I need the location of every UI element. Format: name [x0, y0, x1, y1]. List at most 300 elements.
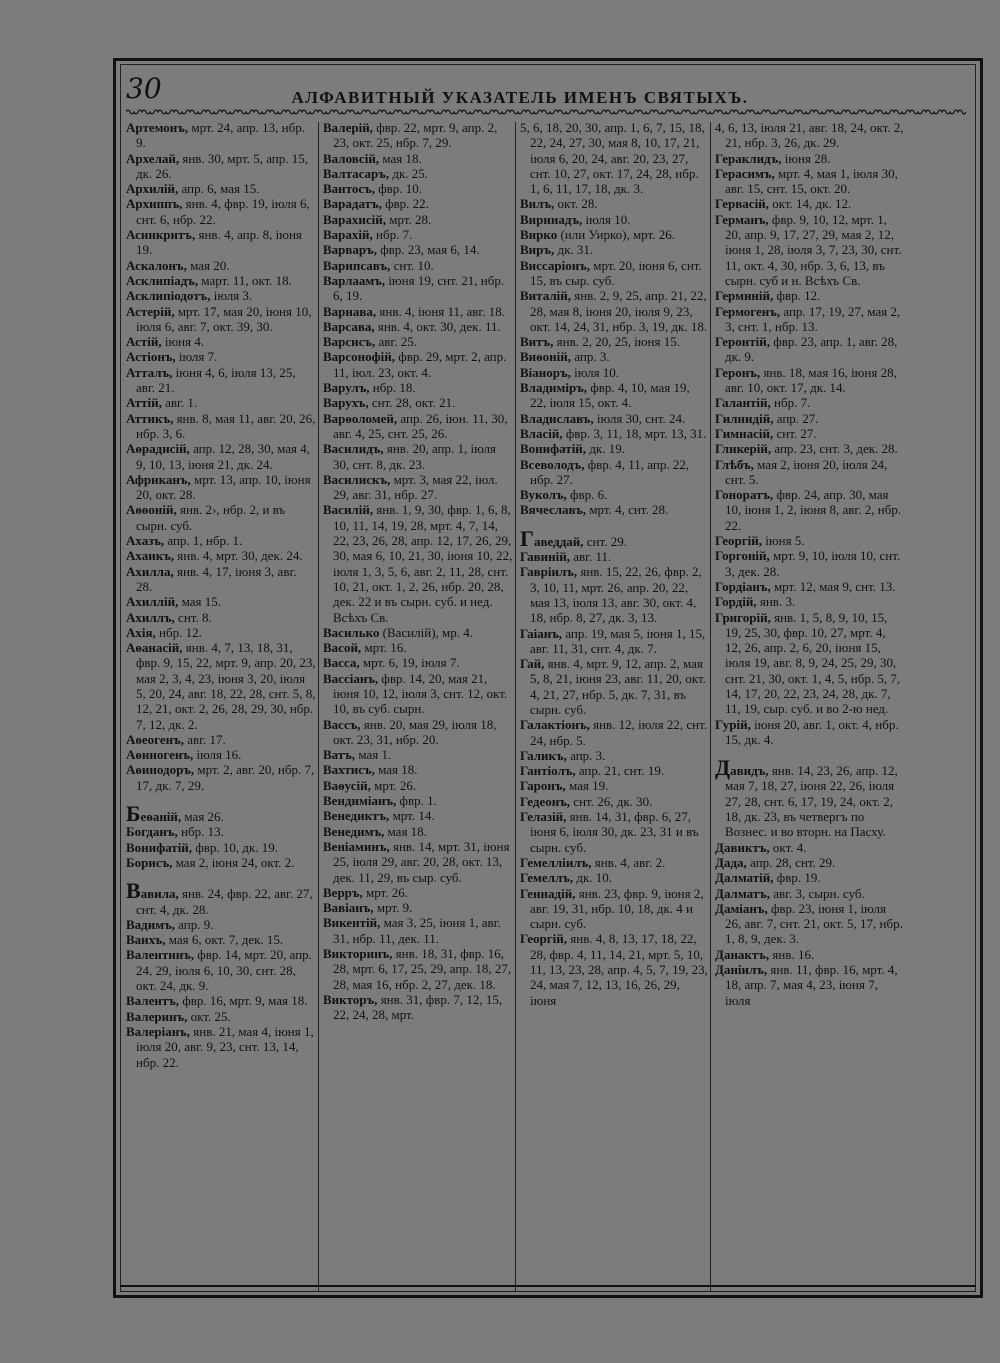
saint-name: Ахія, — [126, 624, 156, 640]
feast-dates: нбр. 12. — [155, 624, 202, 640]
feast-dates: янв. 16. — [769, 946, 815, 962]
index-entry — [319, 808, 515, 823]
saint-name: Ахилла, — [126, 563, 174, 579]
index-entry — [319, 349, 515, 380]
saint-name: Аѳанасій, — [126, 640, 183, 656]
saint-name: Гервасій, — [715, 196, 769, 212]
feast-dates: окт. 25. — [187, 1008, 231, 1024]
saint-name: Галантій, — [715, 395, 771, 411]
saint-name: Галактіонъ, — [520, 717, 590, 733]
saint-name: Данактъ, — [715, 946, 770, 962]
index-entry — [516, 748, 710, 763]
saint-name: Вантосъ, — [323, 181, 375, 197]
feast-dates: іюня 4. — [161, 334, 205, 350]
feast-dates: янв. 18, мая 16, іюня 28, авг. 10, окт. 17, дк. 14. — [725, 364, 897, 396]
saint-name: Вассъ, — [323, 716, 361, 732]
index-entry — [122, 732, 318, 747]
page-number: 30 — [126, 72, 162, 105]
feast-dates: фвр. 9, 10, 12, мрт. 1, 20, апр. 9, 17, 27, 29, мая 2, 12, іюня 1, 28, іюля 3, 7, 23, 30, снт. 11, окт. 4, 30, нбр. 3, 6, 13, въ сырн. суб и н. Всѣхъ Св. — [725, 211, 902, 288]
index-entry — [122, 365, 318, 396]
feast-dates: окт. 28. — [554, 196, 598, 212]
section-initial: В — [126, 878, 141, 904]
feast-dates: мая 18. — [374, 762, 418, 778]
feast-dates: мрт. 12, мая 9, снт. 13. — [770, 578, 896, 594]
index-column-3 — [516, 120, 710, 1295]
index-entry — [516, 196, 710, 211]
feast-dates: фвр. 1. — [396, 793, 437, 809]
saint-name: Ватъ, — [323, 747, 356, 763]
feast-dates: мрт. 2, авг. 20, нбр. 7, 17, дк. 7, 29. — [136, 762, 315, 793]
feast-dates: апр. 6, мая 15. — [178, 181, 260, 197]
index-entry — [122, 564, 318, 595]
saint-name: Аѳинодоръ, — [126, 762, 195, 778]
index-entry — [122, 441, 318, 472]
saint-name: Герминій, — [715, 288, 774, 304]
index-entry — [122, 947, 318, 993]
index-entry — [319, 625, 515, 640]
saint-name: Верръ, — [323, 884, 363, 900]
feast-dates: мая 26. — [181, 809, 224, 825]
saint-name: Гедеонъ, — [520, 793, 571, 809]
saint-name: Глѣбъ, — [715, 456, 754, 472]
index-entry — [319, 793, 515, 808]
saint-name: авидъ, — [730, 763, 769, 779]
feast-dates: мая 19. — [565, 778, 609, 794]
feast-dates: іюля 16. — [193, 747, 242, 763]
index-entry — [319, 319, 515, 334]
feast-dates: мрт. 9. — [373, 900, 413, 916]
feast-dates: янв. 14, 23, 26, апр. 12, мая 7, 18, 27, іюня 22, 26, іюля 27, 28, снт. 6, 17, 19, 24, окт. 2, 18, дк. 23, въ четвергъ по Вознес. и во вторн. на Пасху. — [725, 763, 898, 840]
feast-dates: мрт. 4, мая 1, іюля 30, авг. 15, снт. 15, окт. 20. — [725, 165, 898, 197]
feast-dates: снт. 27. — [773, 425, 817, 441]
feast-dates: фвр. 23, іюня 1, іюля 26, авг. 7, снт. 21, окт. 5, 17, нбр. 1, 8, 9, дек. 3. — [725, 900, 903, 947]
index-entry — [319, 502, 515, 624]
saint-name: Гурій, — [715, 716, 751, 732]
saint-name: Варахій, — [323, 227, 373, 243]
index-entry — [122, 625, 318, 640]
index-entry — [122, 120, 318, 151]
feast-dates: мрт. 28. — [386, 211, 432, 227]
bottom-rule — [120, 1285, 976, 1287]
feast-dates: мая 20. — [186, 257, 230, 273]
feast-dates: янв. 1, 9, 30, фвр. 1, 6, 8, 10, 11, 14, 19, 28, мрт. 4, 7, 14, 22, 23, 26, 28, апр. 12, 17, 26, 29, 30, мая 6, 10, 21, 30, іюня 10, 22, іюля 1, 3, 5, 6, авг. 2, 11, 28, снт. 10, 21, окт. 1, 2, 26, нбр. 20, 28, дек. 22 и въ сырн. суб. и нед. Всѣхъ Св. — [333, 502, 513, 625]
wavy-ornament-rule — [126, 106, 966, 118]
saint-name: Астій, — [126, 334, 162, 350]
index-entry — [711, 870, 907, 885]
saint-name: Гемеллъ, — [520, 870, 574, 886]
feast-dates: янв. 14, 31, фвр. 6, 27, іюня 6, іюля 30, дк. 23, 31 и въ сырн. суб. — [530, 809, 699, 855]
saint-name: Гавріилъ, — [520, 564, 578, 580]
saint-name: Аѳиногенъ, — [126, 747, 194, 763]
index-entry — [122, 840, 318, 855]
index-entry — [516, 809, 710, 855]
saint-name: Гелазій, — [520, 809, 567, 825]
saint-name: Варадатъ, — [323, 196, 382, 212]
index-entry — [122, 502, 318, 533]
index-entry — [122, 227, 318, 258]
saint-name: Власій, — [520, 425, 563, 441]
index-entry — [319, 395, 515, 410]
index-entry — [319, 151, 515, 166]
index-entry — [711, 166, 907, 197]
feast-dates: іюля 7. — [175, 349, 218, 365]
index-entry — [319, 181, 515, 196]
feast-dates: фвр. 12. — [773, 288, 821, 304]
index-entry — [122, 395, 318, 410]
feast-dates: мрт. 20, іюня 6, снт. 15, въ сыр. суб. — [530, 257, 702, 288]
feast-dates: апр. 17, 19, 27, мая 2, 3, снт. 1, нбр. 13. — [725, 303, 901, 334]
index-entry — [711, 365, 907, 396]
feast-dates: янв. 31, фвр. 7, 12, 15, 22, 24, 28, мрт. — [333, 991, 503, 1023]
feast-dates: янв. 30, мрт. 5, апр. 15, дк. 26. — [136, 150, 308, 181]
feast-dates: апр. 21, снт. 19. — [575, 763, 665, 779]
index-entry — [122, 304, 318, 335]
saint-name: Вахтисъ, — [323, 762, 375, 778]
feast-dates: фвр. 23, апр. 1, авг. 28, дк. 9. — [725, 334, 898, 365]
index-entry — [319, 640, 515, 655]
index-entry — [516, 778, 710, 793]
index-entry — [122, 801, 318, 827]
saint-name: Георгій, — [715, 533, 763, 549]
feast-dates: янв. 2›, нбр. 2, и въ сырн. суб. — [136, 502, 286, 533]
index-entry — [711, 288, 907, 303]
index-entry — [516, 502, 710, 517]
saint-name: Валентинъ, — [126, 947, 195, 963]
feast-dates: мая 2, іюня 20, іюля 24, снт. 5. — [725, 456, 888, 487]
saint-name: Васса, — [323, 655, 360, 671]
index-entry — [122, 747, 318, 762]
index-entry — [711, 886, 907, 901]
saint-name: Вадимъ, — [126, 916, 175, 932]
saint-name: Геронъ, — [715, 364, 761, 380]
saint-name: Варахисій, — [323, 211, 387, 227]
feast-dates: янв. 14, мрт. 31, іюня 25, іюля 29, авг. 20, 28, окт. 13, дек. 11, 29, въ сыр. суб. — [333, 838, 510, 885]
index-entry — [319, 380, 515, 395]
saint-name: Африканъ, — [126, 471, 191, 487]
feast-dates: снт. 8. — [174, 609, 212, 625]
index-entry — [711, 947, 907, 962]
feast-dates: янв. 4, 7, 13, 18, 31, фвр. 9, 15, 22, мрт. 9, апр. 20, 23, мая 2, 3, 4, 23, іюня 3, 20, іюля 5, 20, 24, авг. 18, 22, 28, снт. 5, 8, 12, 21, окт. 2, 26, 28, 29, 30, нбр. 7, 12, дк. 2. — [136, 640, 316, 732]
feast-dates: 5, 6, 18, 20, 30, апр. 1, 6, 7, 15, 18, 22, 24, 27, 30, мая 8, 10, 17, 21, іюля 6, 20, 24, авг. 20, 23, 27, снт. 10, 27, окт. 17, 24, 28, нбр. 1, 6, 11, 17, 18, дк. 3. — [520, 120, 705, 197]
feast-dates: снт. 28, окт. 21. — [368, 395, 456, 411]
feast-dates: фвр. 14, 20, мая 21, іюня 10, 12, іюля 3, снт. 12, окт. 10, въ суб. сырн. — [333, 670, 508, 717]
feast-dates: мая 2, іюня 24, окт. 2. — [172, 854, 295, 870]
saint-name: Варнава, — [323, 303, 377, 319]
saint-name: Виринадъ, — [520, 211, 583, 227]
index-entry — [516, 288, 710, 334]
saint-name: Віаноръ, — [520, 364, 571, 380]
feast-dates: фвр. 29, мрт. 2, апр. 11, іюл. 23, окт. 4. — [333, 349, 507, 380]
index-entry — [516, 855, 710, 870]
index-column-4 — [711, 120, 907, 1295]
index-entry — [319, 915, 515, 946]
feast-dates: янв. 2, 9, 25, апр. 21, 22, 28, мая 8, іюня 20, іюля 9, 23, окт. 14, 24, 31, нбр. 3, 19, дк. 18. — [530, 288, 708, 334]
index-entry — [122, 196, 318, 227]
section-initial: Г — [520, 525, 534, 551]
saint-name: Гай, — [520, 656, 545, 672]
feast-dates: апр. 26, іюн. 11, 30, авг. 4, 25, снт. 25, 26. — [333, 410, 508, 441]
saint-name: Гаронъ, — [520, 778, 566, 794]
feast-dates: янв. 23, фвр. 9, іюня 2, авг. 19, 31, нбр. 10, 18, дк. 4 и сырн. суб. — [530, 885, 704, 932]
feast-dates: апр. 19, мая 5, іюня 1, 15, авг. 11, 31, снт. 4, дк. 7. — [530, 625, 706, 656]
feast-dates: снт. 29. — [583, 533, 627, 549]
index-entry — [319, 227, 515, 242]
feast-dates: іюля 10. — [582, 211, 631, 227]
saint-name: Василій, — [323, 502, 374, 518]
index-entry — [516, 242, 710, 257]
index-entry — [319, 900, 515, 915]
index-entry — [711, 487, 907, 533]
saint-name: Вендиміанъ, — [323, 793, 397, 809]
index-entry — [711, 533, 907, 548]
index-entry — [516, 380, 710, 411]
index-entry — [516, 794, 710, 809]
index-entry — [319, 166, 515, 181]
feast-dates: фвр. 6. — [566, 487, 608, 503]
index-entry — [319, 258, 515, 273]
saint-name: Вавіанъ, — [323, 900, 374, 916]
index-entry — [516, 426, 710, 441]
feast-dates: янв. 18, 31, фвр. 16, 28, мрт. 6, 17, 25, 29, апр. 18, 27, 28, мая 16, нбр. 2, 27, дек. 18. — [333, 946, 512, 992]
feast-dates: фвр. 4, 10, мая 19, 22, іюля 15, окт. 4. — [530, 380, 690, 411]
index-entry — [319, 992, 515, 1023]
index-entry — [122, 824, 318, 839]
saint-name: Варухъ, — [323, 395, 369, 411]
feast-dates: янв. 24, фвр. 22, авг. 27, снт. 4, дк. 28. — [136, 886, 313, 917]
saint-name: Ваѳусій, — [323, 777, 371, 793]
saint-name: Валовсій, — [323, 150, 380, 166]
saint-name: Викторъ, — [323, 991, 378, 1007]
saint-name: Вонифатій, — [520, 441, 587, 457]
feast-dates: дк. 25. — [389, 165, 429, 181]
index-entry — [319, 120, 515, 151]
saint-name: аведдай, — [534, 533, 584, 549]
index-entry — [516, 365, 710, 380]
feast-dates: янв. 4, фвр. 19, іюля 6, снт. 6, нбр. 22. — [136, 196, 310, 227]
feast-dates: янв. 21, мая 4, іюня 1, іюля 20, авг. 9, 23, снт. 13, 14, нбр. 22. — [136, 1023, 314, 1070]
index-entry — [516, 349, 710, 364]
saint-name: Ахаикъ, — [126, 548, 175, 564]
index-entry — [122, 548, 318, 563]
index-entry — [516, 227, 710, 242]
feast-dates: фвр. 23, мая 6, 14. — [376, 242, 480, 258]
saint-name: еѳаній, — [140, 809, 182, 825]
saint-name: Архелай, — [126, 150, 180, 166]
feast-dates: авг. 25. — [375, 334, 418, 350]
saint-name: Викентій, — [323, 915, 381, 931]
feast-dates: мая 1. — [355, 747, 392, 763]
index-entry — [711, 426, 907, 441]
index-entry — [711, 411, 907, 426]
saint-name: Дада, — [715, 854, 747, 870]
saint-name: Варлаамъ, — [323, 272, 386, 288]
saint-name: Гаіанъ, — [520, 625, 563, 641]
saint-name: Гераклидъ, — [715, 150, 782, 166]
feast-dates: янв. 2, 20, 25, іюня 15. — [553, 334, 680, 350]
saint-name: Асклипіадъ, — [126, 272, 199, 288]
index-entry — [516, 525, 710, 551]
feast-dates: апр. 3. — [566, 747, 606, 763]
index-entry — [122, 411, 318, 442]
feast-dates: апр. 12, 28, 30, мая 4, 9, 10, 13, іюня 21, дк. 24. — [136, 441, 311, 472]
index-entry — [319, 671, 515, 717]
feast-dates: іюня 5. — [762, 533, 805, 549]
feast-dates: фвр. 24, апр. 30, мая 10, іюня 1, 2, іюня 8, авг. 2, нбр. 22. — [725, 487, 902, 533]
saint-name: Аѳеогенъ, — [126, 731, 184, 747]
saint-name: Виръ, — [520, 242, 555, 258]
saint-name: Астіонъ, — [126, 349, 176, 365]
saint-name: Асклипіодотъ, — [126, 288, 211, 304]
feast-dates: іюня 19, снт. 21, нбр. 6, 19. — [333, 272, 505, 304]
feast-dates: снт. 10. — [390, 257, 434, 273]
feast-dates: мрт. 26. — [362, 884, 408, 900]
feast-dates: мрт. 13, апр. 10, іюня 20, окт. 28. — [136, 471, 311, 503]
saint-name: Веніаминъ, — [323, 838, 390, 854]
index-entry — [711, 441, 907, 456]
feast-dates: янв. 8, мая 11, авг. 20, 26, нбр. 3, 6. — [136, 410, 316, 441]
index-entry — [516, 258, 710, 289]
saint-name: Гавиній, — [520, 549, 570, 565]
feast-dates: фвр. 19. — [773, 870, 821, 886]
feast-dates: апр. 28, снт. 29. — [746, 854, 836, 870]
feast-dates: фвр. 3, 11, 18, мрт. 13, 31. — [562, 425, 707, 441]
saint-name: Борисъ, — [126, 854, 173, 870]
index-entry — [516, 457, 710, 488]
index-entry — [516, 870, 710, 885]
running-title: АЛФАВИТНЫЙ УКАЗАТЕЛЬ ИМЕНЪ СВЯТЫХЪ. — [291, 88, 749, 107]
feast-dates: авг. 1. — [161, 395, 198, 411]
saint-name: Даніилъ, — [715, 962, 768, 978]
feast-dates: (или Уирко), мрт. 26. — [557, 227, 675, 243]
saint-name: Аттій, — [126, 395, 162, 411]
feast-dates: март. 11, окт. 18. — [198, 272, 292, 288]
index-entry — [122, 878, 318, 917]
feast-dates: апр. 23, снт. 3, дек. 28. — [771, 441, 898, 457]
saint-name: Галикъ, — [520, 747, 567, 763]
saint-name: Варсисъ, — [323, 334, 376, 350]
saint-name: Ахазъ, — [126, 533, 165, 549]
feast-dates: снт. 26, дк. 30. — [570, 793, 653, 809]
feast-dates: 4, 6, 13, іюля 21, авг. 18, 24, окт. 2, 21, нбр. 3, 26, дк. 29. — [715, 120, 904, 151]
index-entry — [319, 273, 515, 304]
index-entry — [319, 334, 515, 349]
feast-dates: мая 3, 25, іюня 1, авг. 31, нбр. 11, дек. 11. — [333, 915, 501, 946]
feast-dates: авг. 11. — [569, 549, 612, 565]
saint-name: Гантіолъ, — [520, 763, 576, 779]
feast-dates: янв. 4, окт. 30, дек. 11. — [374, 318, 501, 334]
feast-dates: фвр. 16, мрт. 9, мая 18. — [179, 993, 308, 1009]
index-entry — [711, 840, 907, 855]
feast-dates: апр. 9. — [174, 916, 214, 932]
index-entry — [516, 411, 710, 426]
feast-dates: янв. 4, апр. 8, іюня 19. — [136, 227, 302, 258]
saint-name: Владиміръ, — [520, 380, 588, 396]
saint-name: Вассіанъ, — [323, 670, 379, 686]
feast-dates: мрт. 14. — [389, 808, 435, 824]
saint-name: Валтасаръ, — [323, 165, 390, 181]
feast-dates: фвр. 10, дк. 19. — [192, 839, 279, 855]
index-entry — [516, 763, 710, 778]
feast-dates: янв. 12, іюля 22, снт. 24, нбр. 5. — [530, 717, 708, 748]
feast-dates: фвр. 22, мрт. 9, апр. 2, 23, окт. 25, нбр. 7, 29. — [333, 120, 498, 151]
index-entry — [711, 457, 907, 488]
feast-dates: апр. 27. — [773, 410, 819, 426]
index-entry — [319, 304, 515, 319]
index-entry — [516, 441, 710, 456]
index-entry — [516, 120, 710, 196]
feast-dates: янв. 3. — [756, 594, 796, 610]
index-entry — [516, 626, 710, 657]
index-entry — [516, 656, 710, 717]
index-entry — [319, 717, 515, 748]
saint-name: Артемонъ, — [126, 120, 189, 135]
index-entry — [122, 1024, 318, 1070]
index-entry — [711, 212, 907, 288]
feast-dates: фвр. 14, мрт. 20, апр. 24, 29, іюля 6, 10, 30, снт. 28, окт. 24, дк. 9. — [136, 947, 312, 994]
saint-name: Вуколъ, — [520, 487, 567, 503]
feast-dates: мрт. 26. — [370, 777, 417, 793]
index-entry — [711, 755, 907, 840]
index-entry — [516, 931, 710, 1007]
saint-name: Гоноратъ, — [715, 487, 774, 503]
feast-dates: фвр. 22. — [381, 196, 429, 212]
feast-dates: мая 6, окт. 7, дек. 15. — [165, 932, 284, 948]
index-entry — [319, 824, 515, 839]
index-entry — [122, 594, 318, 609]
index-entry — [711, 304, 907, 335]
index-entry — [122, 181, 318, 196]
feast-dates: іюля 3. — [210, 288, 253, 304]
index-entry — [319, 242, 515, 257]
saint-name: Василискъ, — [323, 471, 391, 487]
feast-dates: мая 18. — [384, 823, 427, 839]
saint-name: Геронтій, — [715, 334, 771, 350]
index-entry — [319, 839, 515, 885]
index-entry — [711, 151, 907, 166]
saint-name: Варваръ, — [323, 242, 377, 258]
saint-name: Архилій, — [126, 181, 179, 197]
saint-name: Варсава, — [323, 318, 375, 334]
saint-name: Аскалонъ, — [126, 257, 187, 273]
feast-dates: янв. 4, мрт. 30, дек. 24. — [174, 548, 303, 564]
saint-name: Витъ, — [520, 334, 554, 350]
saint-name: Валентъ, — [126, 993, 180, 1009]
feast-dates: янв. 4, мрт. 9, 12, апр. 2, мая 5, 8, 21, іюня 23, авг. 11, 20, окт. 4, 21, 27, нбр. 5, дк. 7, 31, въ сырн. суб. — [530, 656, 706, 717]
index-entry — [319, 747, 515, 762]
index-entry — [711, 901, 907, 947]
index-entry — [122, 932, 318, 947]
index-entry — [516, 334, 710, 349]
index-entry — [516, 549, 710, 564]
section-initial: Д — [715, 755, 731, 781]
feast-dates: іюля 30, снт. 24. — [593, 410, 686, 426]
saint-name: Аттикъ, — [126, 410, 174, 426]
index-entry — [122, 640, 318, 732]
index-entry — [122, 993, 318, 1008]
feast-dates: янв. 4, іюня 11, авг. 18. — [376, 303, 506, 319]
feast-dates: фвр. 10. — [374, 181, 423, 197]
saint-name: Ваихъ, — [126, 932, 166, 948]
saint-name: Викторинъ, — [323, 946, 393, 962]
saint-name: Виѳоній, — [520, 349, 572, 365]
saint-name: Вячеславъ, — [520, 502, 587, 518]
saint-name: Гордій, — [715, 594, 757, 610]
index-entry — [711, 594, 907, 609]
index-entry — [711, 962, 907, 1008]
feast-dates: іюня 4, 6, іюля 13, 25, авг. 21. — [136, 364, 296, 396]
saint-name: Василидъ, — [323, 441, 384, 457]
index-entry — [516, 564, 710, 625]
